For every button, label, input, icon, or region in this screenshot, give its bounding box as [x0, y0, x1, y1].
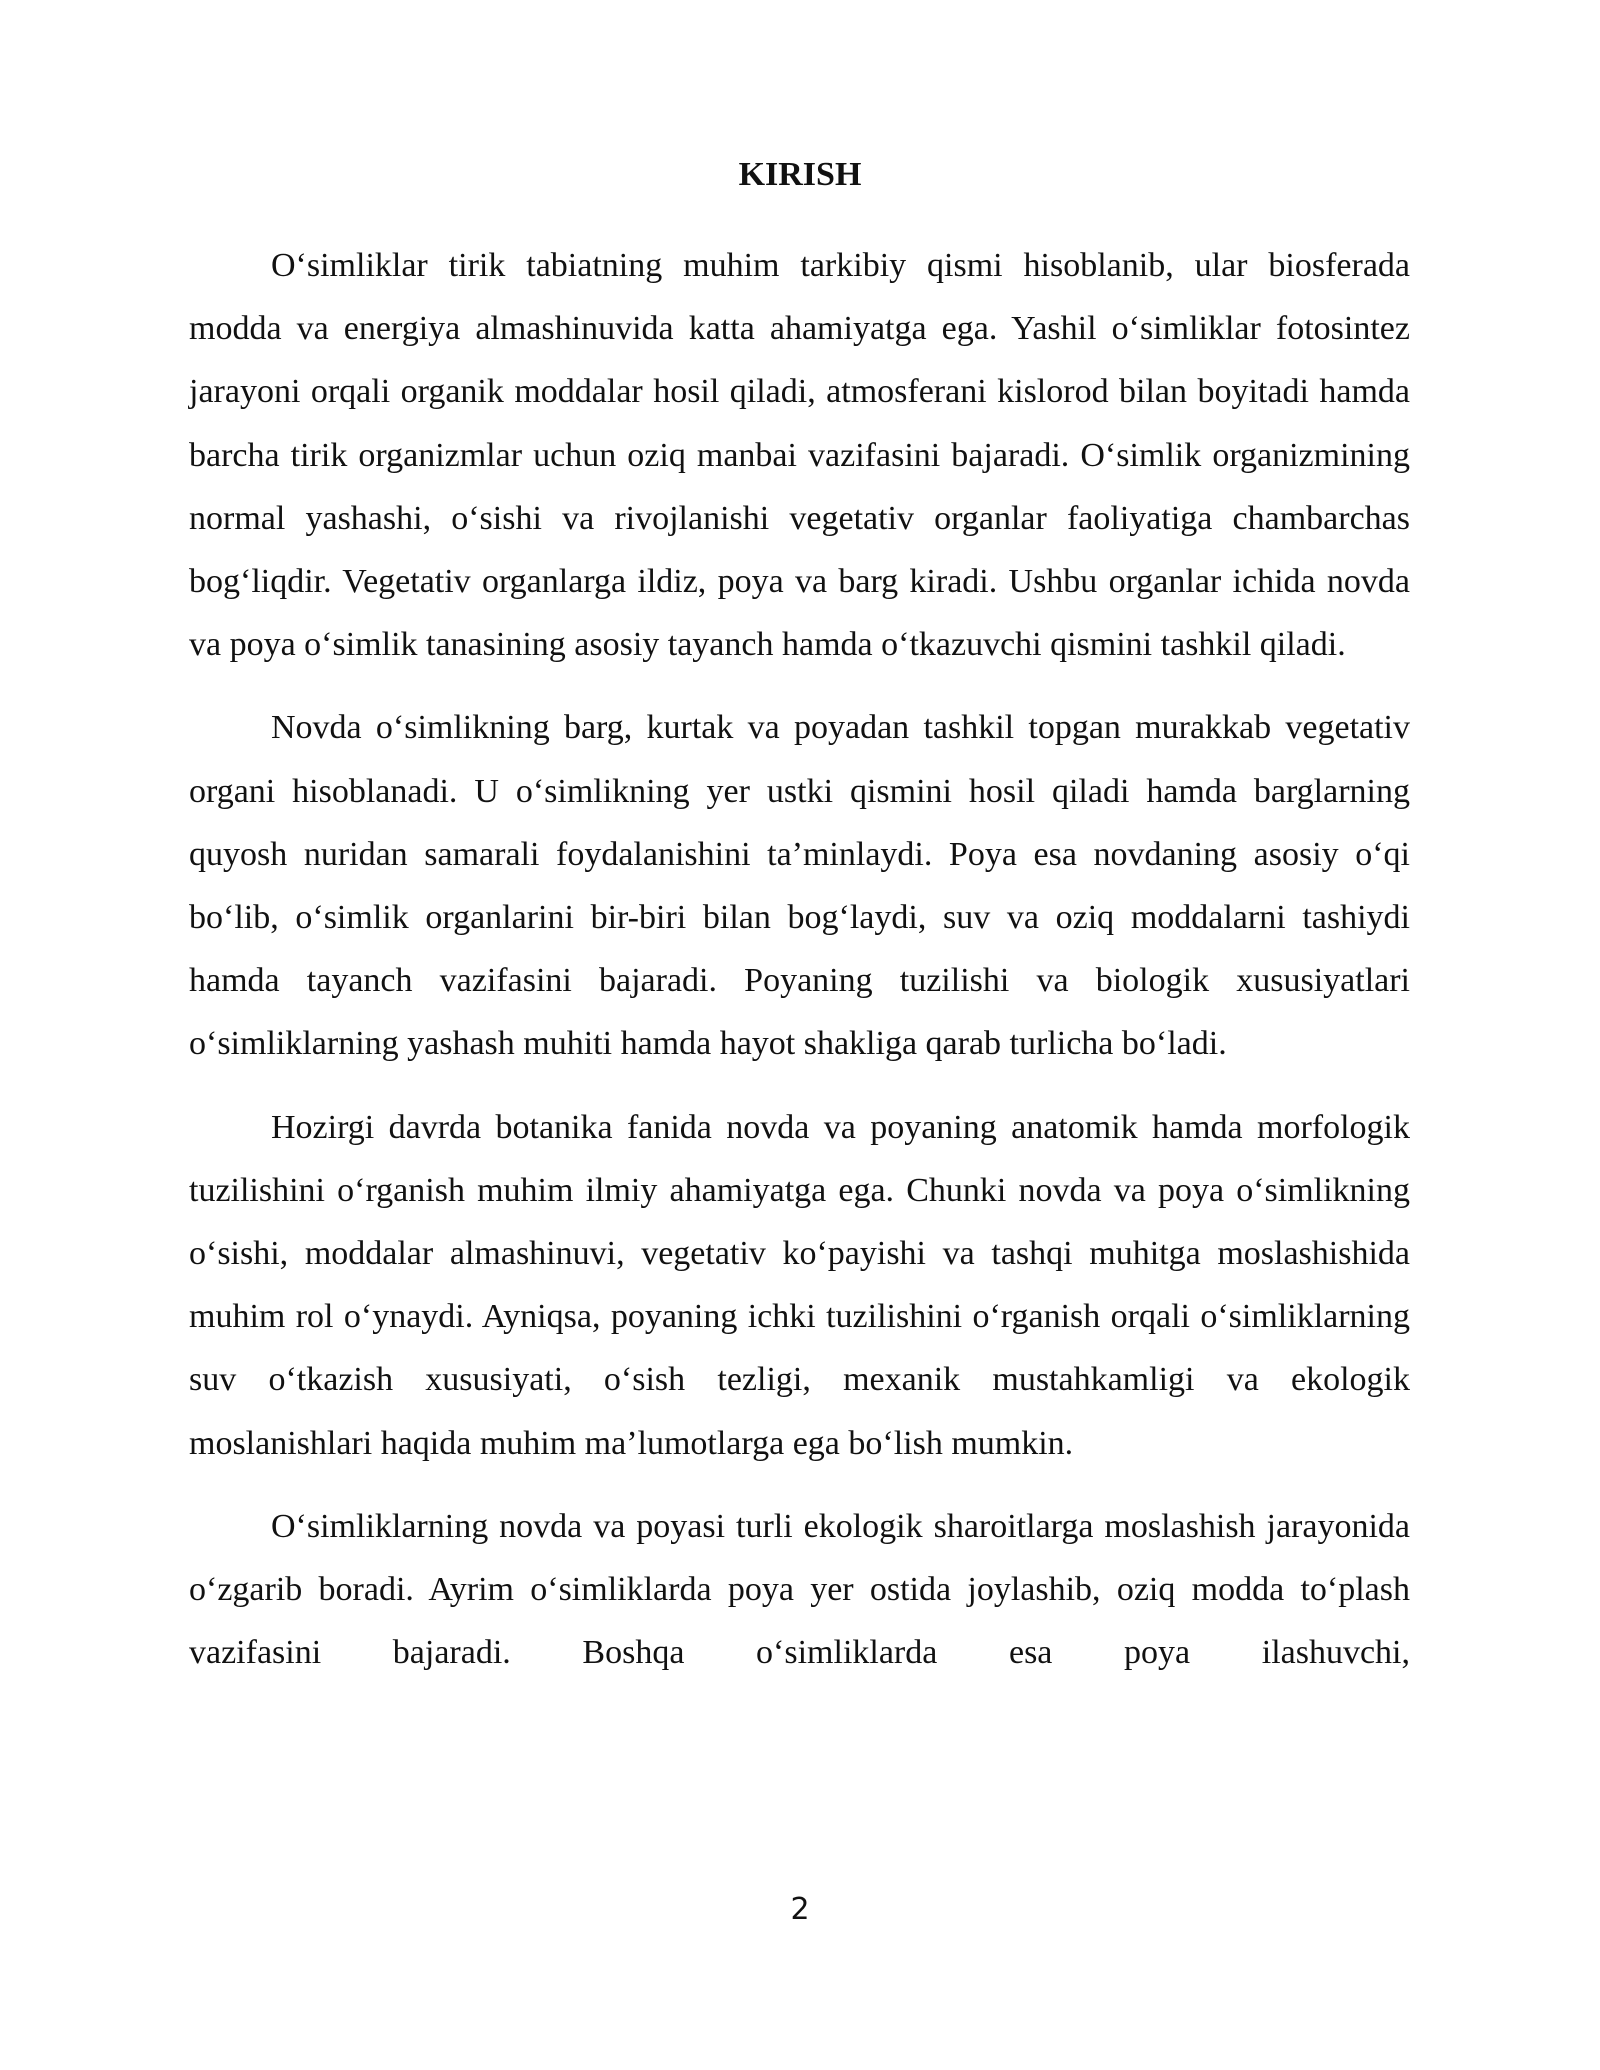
- paragraph: O‘simliklar tirik tabiatning muhim tarkibiy qismi hisoblanib, ular biosferada modda va energiya almashinuvida katta ahamiyatga ega. Yashil o‘simliklar fotosintez jarayoni orqali organik moddalar hosil qiladi, atmosferani kislorod bilan boyitadi hamda barcha tirik organizmlar uchun oziq manbai vazifasini bajaradi. O‘simlik organizmining normal yashashi, o‘sishi va rivojlanishi vegetativ organlar faoliyatiga chambarchas bog‘liqdir. Vegetativ organlarga ildiz, poya va barg kiradi. Ushbu organlar ichida novda va poya o‘simlik tanasining asosiy tayanch hamda o‘tkazuvchi qismini tashkil qiladi.: [189, 247, 1410, 664]
- section-heading: KIRISH: [738, 156, 862, 193]
- page-number: 2: [790, 1892, 810, 1927]
- body-text: [189, 234, 1410, 1704]
- paragraph: Hozirgi davrda botanika fanida novda va poyaning anatomik hamda morfologik tuzilishini o‘rganish muhim ilmiy ahamiyatga ega. Chunki novda va poya o‘simlikning o‘sishi, moddalar almashinuvi, vegetativ ko‘payishi va tashqi muhitga moslashishida muhim rol o‘ynaydi. Ayniqsa, poyaning ichki tuzilishini o‘rganish orqali o‘simliklarning suv o‘tkazish xususiyati, o‘sish tezligi, mexanik mustahkamligi va ekologik moslanishlari haqida muhim ma’lumotlarga ega bo‘lish mumkin.: [189, 1108, 1410, 1462]
- paragraph: O‘simliklarning novda va poyasi turli ekologik sharoitlarga moslashish jarayonida o‘zgarib boradi. Ayrim o‘simliklarda poya yer ostida joylashib, oziq modda to‘plash vazifasini bajaradi. Boshqa o‘simliklarda esa poya ilashuvchi,: [189, 1507, 1410, 1672]
- paragraph: Novda o‘simlikning barg, kurtak va poyadan tashkil topgan murakkab vegetativ organi hisoblanadi. U o‘simlikning yer ustki qismini hosil qiladi hamda barglarning quyosh nuridan samarali foydalanishini ta’minlaydi. Poya esa novdaning asosiy o‘qi bo‘lib, o‘simlik organlarini bir-biri bilan bog‘laydi, suv va oziq moddalarni tashiydi hamda tayanch vazifasini bajaradi. Poyaning tuzilishi va biologik xususiyatlari o‘simliklarning yashash muhiti hamda hayot shakliga qarab turlicha bo‘ladi.: [189, 709, 1410, 1063]
